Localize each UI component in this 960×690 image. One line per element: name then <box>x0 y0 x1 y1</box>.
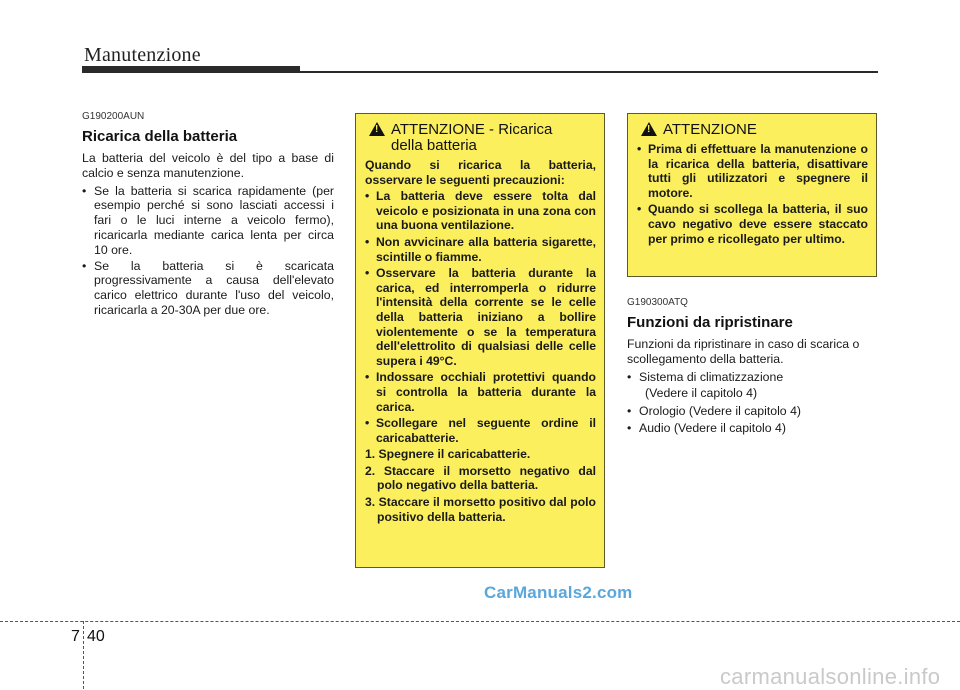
header-rule <box>300 71 878 73</box>
chapter-number: 7 <box>71 628 80 645</box>
section-heading: Ricarica della batteria <box>82 128 238 145</box>
warning-intro: Quando si ricarica la batteria, osservare le seguenti precauzioni: <box>365 158 596 187</box>
list-item: • Scollegare nel seguente ordine il caricabatterie. <box>365 416 596 445</box>
warning-title-line2: della batteria <box>391 137 477 154</box>
section-code: G190200AUN <box>82 111 145 122</box>
header-bar <box>82 66 300 73</box>
site-watermark: carmanualsonline.info <box>720 664 941 689</box>
list-item: 2. Staccare il morsetto negativo dal polo negativo della batteria. <box>365 463 596 493</box>
reset-functions-section <box>627 297 879 437</box>
warning-bullets <box>637 142 868 246</box>
list-item: • Non avvicinare alla batteria sigarette, scintille o fiamme. <box>365 235 596 264</box>
warning-title <box>365 122 596 154</box>
list-item: 3. Staccare il morsetto positivo dal polo positivo della batteria. <box>365 495 596 524</box>
list-item-subtext: (Vedere il capitolo 4) <box>645 386 758 401</box>
warning-steps <box>365 447 596 524</box>
page-number: 40 <box>87 628 105 645</box>
warning-title <box>637 122 868 138</box>
warning-box-battery-charging <box>355 113 605 568</box>
list-item: 1. Spegnere il caricabatterie. <box>365 447 531 462</box>
list-item: • La batteria deve essere tolta dal veicolo e posizionata in una zona con una buona ventilazione. <box>365 189 596 233</box>
section-intro: La batteria del veicolo è del tipo a base di calcio e senza manutenzione. <box>82 151 334 180</box>
warning-title-line1: ATTENZIONE - Ricarica <box>391 121 553 138</box>
section-code: G190300ATQ <box>627 297 688 308</box>
section-intro: Funzioni da ripristinare in caso di scarica o scollegamento della batteria. <box>627 337 860 366</box>
list-item: • Quando si scollega la batteria, il suo cavo negativo deve essere staccato per primo e ricollegato per ultimo. <box>637 202 868 246</box>
list-item-text: Sistema di climatizzazione <box>639 369 784 384</box>
bullet-list <box>82 184 334 318</box>
warning-bullets <box>365 189 596 445</box>
footer-vertical-divider <box>83 621 84 689</box>
list-item: • Orologio (Vedere il capitolo 4) <box>627 404 879 419</box>
list-item: • Osservare la batteria durante la carica, ed interromperla o ridurre l'intensità della corrente se le celle della batteria iniziano a bollire violentemente o se la temperatura dell'elettrolito di qualsiasi delle celle supera i 49°C. <box>365 266 596 368</box>
bullet-list <box>627 370 879 436</box>
page-header-title: Manutenzione <box>84 44 201 66</box>
warning-box-general <box>627 113 877 277</box>
warning-triangle-icon <box>369 122 385 136</box>
warning-title-text: ATTENZIONE <box>663 121 757 138</box>
list-item: • Prima di effettuare la manutenzione o la ricarica della batteria, disattivare tutti gli utilizzatori e spegnere il motore. <box>637 142 868 200</box>
list-item: • Se la batteria si scarica rapidamente (per esempio perché si sono lasciati accessi i fari o le luci interne a veicolo fermo), ricaricarla mediante carica lenta per circa 10 ore. <box>82 184 334 258</box>
list-item: • Indossare occhiali protettivi quando si controlla la batteria durante la carica. <box>365 370 596 414</box>
list-item: • Se la batteria si è scaricata progressivamente a causa dell'elevato carico elettrico durante l'uso del veicolo, ricaricarla a 20-30A per due ore. <box>82 259 334 318</box>
list-item <box>627 370 879 402</box>
battery-charging-section <box>82 111 334 319</box>
warning-triangle-icon <box>641 122 657 136</box>
footer-divider <box>0 621 960 622</box>
section-heading: Funzioni da ripristinare <box>627 314 793 331</box>
list-item: • Audio (Vedere il capitolo 4) <box>627 421 879 436</box>
watermark-link[interactable]: CarManuals2.com <box>484 583 633 602</box>
